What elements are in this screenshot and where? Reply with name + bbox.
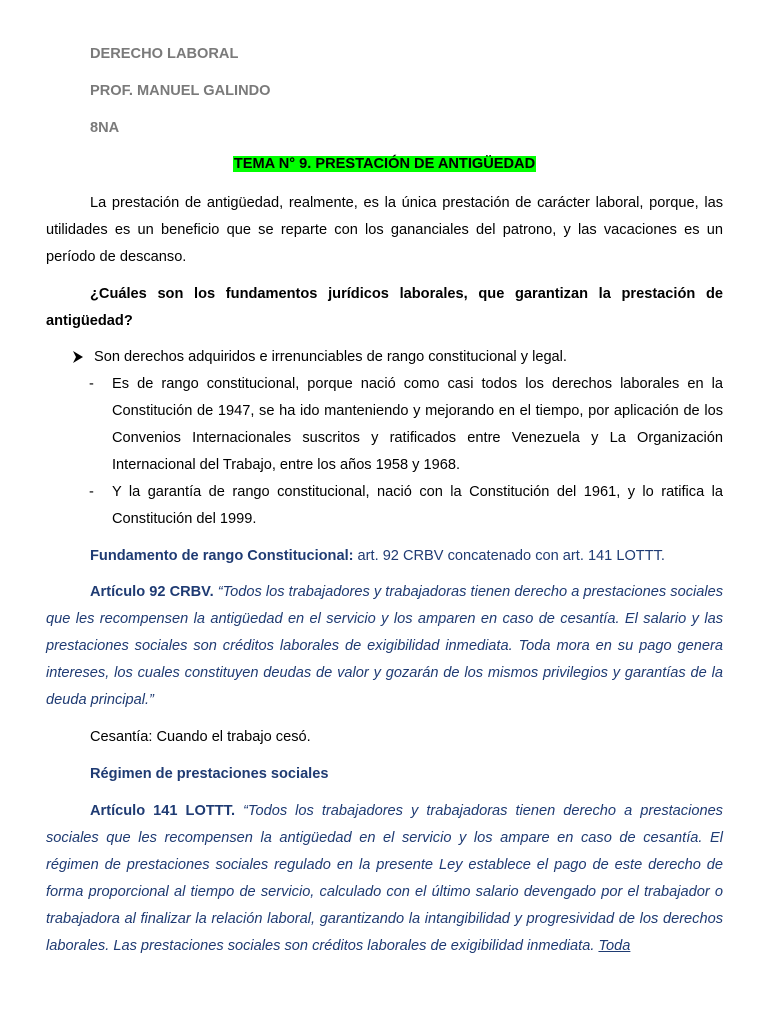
dash-marker: -	[89, 376, 94, 392]
fundamento-paragraph	[46, 543, 723, 570]
article-92-paragraph	[46, 579, 723, 714]
bullet-text: Son derechos adquiridos e irrenunciables de rango constitucional y legal.	[94, 349, 567, 365]
document-title	[46, 156, 723, 172]
article-92-text: “Todos los trabajadores y trabajadoras tienen derecho a prestaciones sociales que les recompensen la antigüedad en el servicio y los amparen en caso de cesantía. El salario y las prestaciones sociales son créditos laborales de exigibilidad inmediata. Toda mora en su pago genera intereses, los cuales constituyen deudas de valor y gozarán de los mismos privilegios y garantías de la deuda principal.”	[46, 584, 724, 708]
question-paragraph: ¿Cuáles son los fundamentos jurídicos laborales, que garantizan la prestación de antigüedad?	[46, 286, 723, 329]
dash-item-text: Y la garantía de rango constitucional, nació con la Constitución del 1961, y lo ratifica la Constitución del 1999.	[112, 484, 723, 527]
article-141-text: “Todos los trabajadores y trabajadoras tienen derecho a prestaciones sociales que les recompensen la antigüedad en el servicio y los ampare en caso de cesantía. El régimen de prestaciones sociales regulado en la presente Ley establece el pago de este derecho de forma proporcional al tiempo de servicio, calculado con el último salario devengado por el trabajador o trabajadora al finalizar la relación laboral, garantizando la intangibilidad y progresividad de los derechos laborales. Las prestaciones sociales son créditos laborales de exigibilidad inmediata.	[46, 803, 723, 954]
dash-marker: -	[89, 484, 94, 500]
article-92-label: Artículo 92 CRBV.	[90, 584, 214, 600]
arrow-bullet-icon	[72, 350, 84, 364]
article-141-label: Artículo 141 LOTTT.	[90, 803, 235, 819]
bullet-item	[46, 344, 723, 371]
regimen-heading: Régimen de prestaciones sociales	[90, 766, 329, 782]
dash-item-1	[46, 371, 723, 479]
course-name: DERECHO LABORAL	[90, 46, 239, 62]
cesantia-paragraph: Cesantía: Cuando el trabajo cesó.	[90, 729, 311, 745]
article-141-tail: Toda	[598, 938, 631, 954]
article-141-paragraph	[46, 798, 723, 960]
dash-item-text: Es de rango constitucional, porque nació como casi todos los derechos laborales en la Constitución de 1947, se ha ido manteniendo y mejorando en el tiempo, por aplicación de los Convenios Internacionales suscritos y ratificados entre Venezuela y La Organización Internacional del Trabajo, entre los años 1958 y 1968.	[112, 376, 723, 473]
dash-item-2	[46, 479, 723, 533]
highlighted-title: TEMA N° 9. PRESTACIÓN DE ANTIGÜEDAD	[233, 156, 536, 172]
section-name: 8NA	[90, 120, 120, 136]
intro-paragraph: La prestación de antigüedad, realmente, es la única prestación de carácter laboral, porque, las utilidades es un beneficio que se reparte con los gananciales del patrono, y las vacaciones es un período de descanso.	[46, 195, 723, 265]
professor-name: PROF. MANUEL GALINDO	[90, 83, 271, 99]
fundamento-text: art. 92 CRBV concatenado con art. 141 LOTTT.	[353, 548, 665, 564]
fundamento-label: Fundamento de rango Constitucional:	[90, 548, 354, 564]
